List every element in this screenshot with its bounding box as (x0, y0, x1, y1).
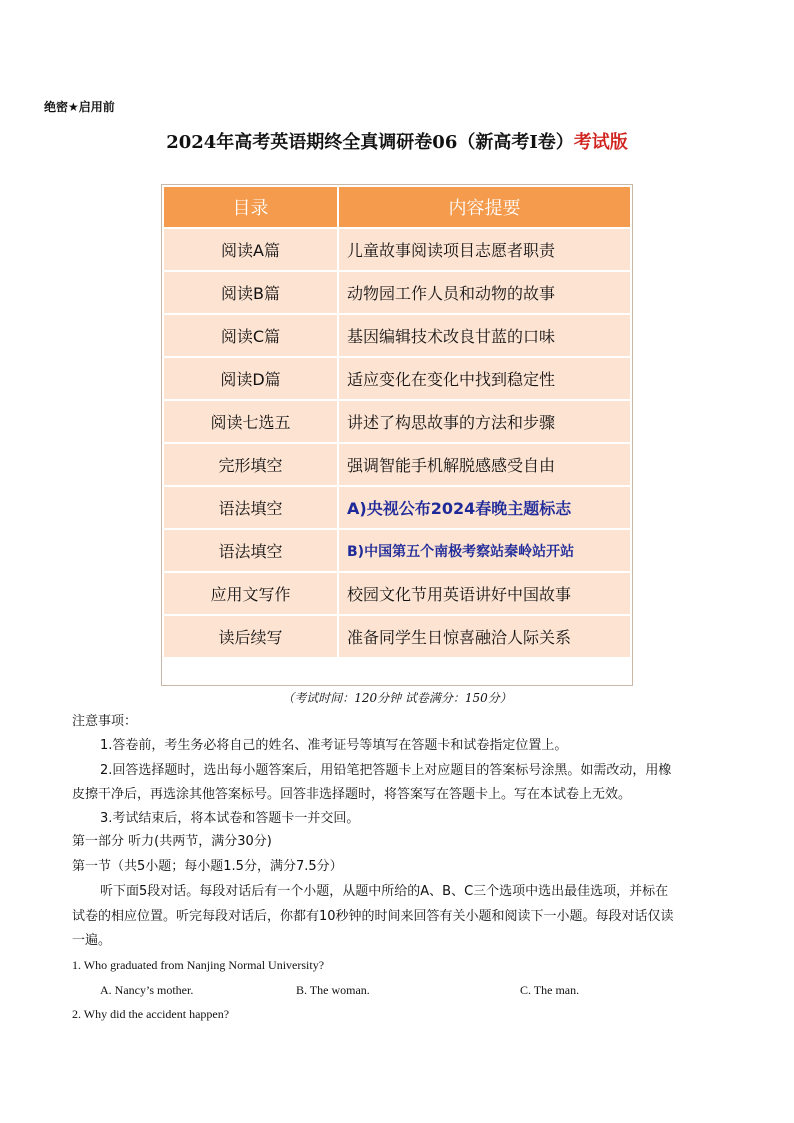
instructions-line: 试卷的相应位置。听完每段对话后，你都有10秒钟的时间来回答有关小题和阅读下一小题。每段对话仅读 (72, 909, 674, 924)
summary-cell: B)中国第五个南极考察站秦岭站开站 (338, 529, 631, 572)
table-row (163, 271, 631, 314)
table-header-row (163, 186, 631, 228)
question-1-option-a: A. Nancy’s mother. (100, 983, 194, 997)
summary-cell: 基因编辑技术改良甘蓝的口味 (338, 314, 631, 357)
section-cell: 阅读C篇 (163, 314, 338, 357)
exam-time-note: （考试时间：120分钟 试卷满分：150分） (282, 691, 512, 705)
table-row (163, 228, 631, 271)
title-main: 2024年高考英语期终全真调研卷06（新高考I卷） (166, 132, 574, 153)
question-1-option-b: B. The woman. (296, 983, 370, 997)
question-2: 2. Why did the accident happen? (72, 1007, 230, 1021)
table-row (163, 357, 631, 400)
summary-cell: A)央视公布2024春晚主题标志 (338, 486, 631, 529)
table-row (163, 443, 631, 486)
summary-cell: 儿童故事阅读项目志愿者职责 (338, 228, 631, 271)
section-cell: 阅读七选五 (163, 400, 338, 443)
section-cell: 读后续写 (163, 615, 338, 658)
notice-item: 3.考试结束后，将本试卷和答题卡一并交回。 (100, 811, 360, 826)
part-one-title: 第一部分 听力(共两节，满分30分) (72, 834, 272, 849)
section-one-title: 第一节（共5小题；每小题1.5分，满分7.5分） (72, 859, 343, 874)
column-header-summary: 内容提要 (338, 186, 631, 228)
notice-heading: 注意事项： (72, 714, 138, 729)
section-cell: 语法填空 (163, 486, 338, 529)
summary-cell: 适应变化在变化中找到稳定性 (338, 357, 631, 400)
column-header-contents: 目录 (163, 186, 338, 228)
table-row (163, 314, 631, 357)
contents-table (162, 185, 632, 659)
section-cell: 阅读A篇 (163, 228, 338, 271)
notice-item: 1.答卷前，考生务必将自己的姓名、准考证号等填写在答题卡和试卷指定位置上。 (100, 738, 568, 753)
notice-item: 皮擦干净后，再选涂其他答案标号。回答非选择题时，将答案写在答题卡上。写在本试卷上无效。 (72, 787, 632, 802)
section-cell: 应用文写作 (163, 572, 338, 615)
summary-cell: 准备同学生日惊喜融洽人际关系 (338, 615, 631, 658)
summary-cell: 强调智能手机解脱感感受自由 (338, 443, 631, 486)
table-row (163, 572, 631, 615)
table-row (163, 615, 631, 658)
confidential-label: 绝密★启用前 (44, 100, 115, 114)
section-cell: 阅读B篇 (163, 271, 338, 314)
question-1-option-c: C. The man. (520, 983, 580, 997)
table-row (163, 486, 631, 529)
table-row (163, 529, 631, 572)
title-exam-version: 考试版 (573, 132, 628, 153)
section-cell: 语法填空 (163, 529, 338, 572)
section-cell: 完形填空 (163, 443, 338, 486)
page-title (0, 128, 794, 154)
question-1: 1. Who graduated from Nanjing Normal University? (72, 958, 325, 972)
section-cell: 阅读D篇 (163, 357, 338, 400)
summary-cell: 动物园工作人员和动物的故事 (338, 271, 631, 314)
instructions-line: 一遍。 (72, 933, 112, 948)
summary-cell: 讲述了构思故事的方法和步骤 (338, 400, 631, 443)
table-row (163, 400, 631, 443)
instructions-line: 听下面5段对话。每段对话后有一个小题，从题中所给的A、B、C三个选项中选出最佳选项，并标在 (100, 884, 669, 899)
summary-cell: 校园文化节用英语讲好中国故事 (338, 572, 631, 615)
notice-item: 2.回答选择题时，选出每小题答案后，用铅笔把答题卡上对应题目的答案标号涂黑。如需改动，用橡 (100, 763, 672, 778)
